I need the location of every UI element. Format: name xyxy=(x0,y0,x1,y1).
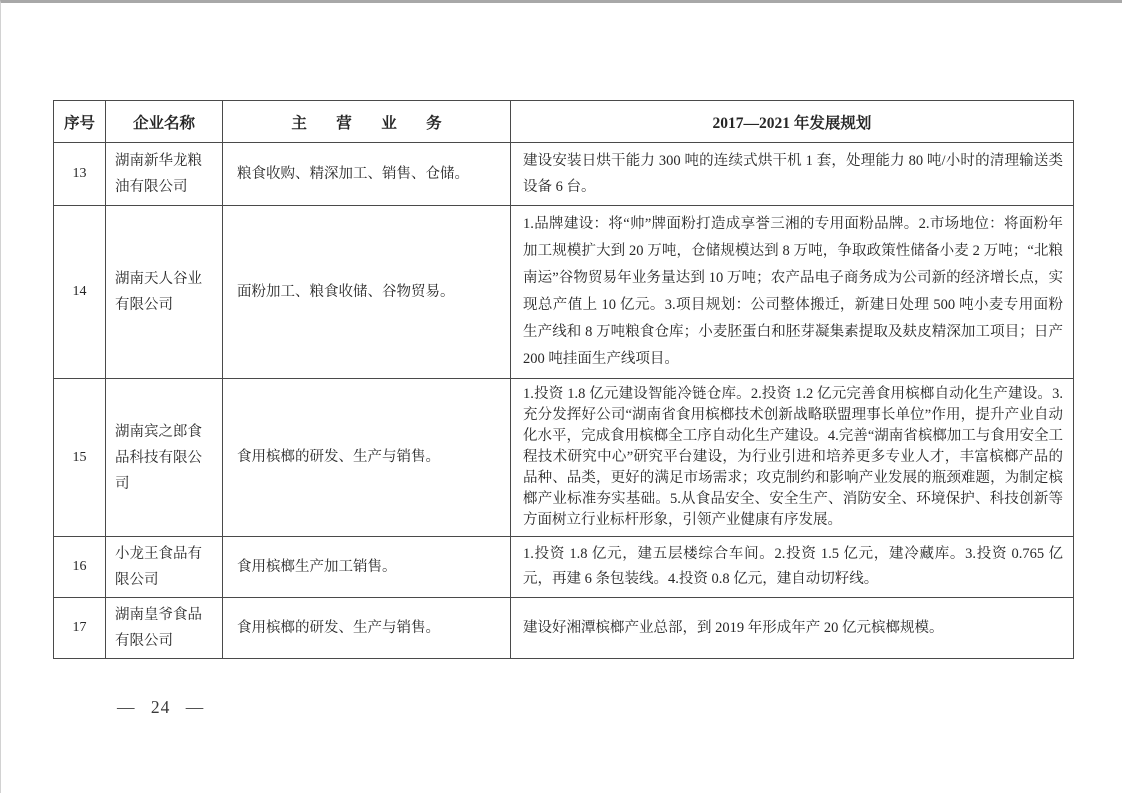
serial-number-cell: 15 xyxy=(54,379,106,537)
serial-number-cell: 17 xyxy=(54,598,106,659)
serial-number-cell: 14 xyxy=(54,206,106,379)
development-plan-cell: 1.投资 1.8 亿元，建五层楼综合车间。2.投资 1.5 亿元，建冷藏库。3.投资 0.765 亿元，再建 6 条包装线。4.投资 0.8 亿元，建自动切籽线。 xyxy=(511,537,1074,598)
table-row xyxy=(54,206,1074,379)
development-plan-cell: 建设安装日烘干能力 300 吨的连续式烘干机 1 套，处理能力 80 吨/小时的清理输送类设备 6 台。 xyxy=(511,143,1074,206)
company-name-cell: 小龙王食品有限公司 xyxy=(106,537,223,598)
table-row xyxy=(54,143,1074,206)
company-name-cell: 湖南皇爷食品有限公司 xyxy=(106,598,223,659)
development-plan-cell: 建设好湘潭槟榔产业总部，到 2019 年形成年产 20 亿元槟榔规模。 xyxy=(511,598,1074,659)
header-development-plan: 2017—2021 年发展规划 xyxy=(511,101,1074,143)
company-name-cell: 湖南天人谷业有限公司 xyxy=(106,206,223,379)
company-name-cell: 湖南新华龙粮油有限公司 xyxy=(106,143,223,206)
enterprise-plan-table xyxy=(53,100,1074,659)
main-business-cell: 食用槟榔生产加工销售。 xyxy=(223,537,511,598)
page-number: — 24 — xyxy=(117,697,205,717)
company-name-cell: 湖南宾之郎食品科技有限公司 xyxy=(106,379,223,537)
main-business-cell: 食用槟榔的研发、生产与销售。 xyxy=(223,598,511,659)
serial-number-cell: 13 xyxy=(54,143,106,206)
table-row xyxy=(54,537,1074,598)
table-row xyxy=(54,598,1074,659)
header-serial-number: 序号 xyxy=(54,101,106,143)
table-row xyxy=(54,379,1074,537)
main-business-cell: 食用槟榔的研发、生产与销售。 xyxy=(223,379,511,537)
header-main-business: 主营业务 xyxy=(223,101,511,143)
development-plan-cell: 1.投资 1.8 亿元建设智能冷链仓库。2.投资 1.2 亿元完善食用槟榔自动化生产建设。3.充分发挥好公司“湖南省食用槟榔技术创新战略联盟理事长单位”作用，提升产业自动化水平，完成食用槟榔全工序自动化生产建设。4.完善“湖南省槟榔加工与食用安全工程技术研究中心”研究平台建设，为行业引进和培养更多专业人才，丰富槟榔产品的品种、品类，更好的满足市场需求；攻克制约和影响产业发展的瓶颈难题，为制定槟榔产业标准夯实基础。5.从食品安全、安全生产、消防安全、环境保护、科技创新等方面树立行业标杆形象，引领产业健康有序发展。 xyxy=(511,379,1074,537)
table-header-row xyxy=(54,101,1074,143)
serial-number-cell: 16 xyxy=(54,537,106,598)
header-company-name: 企业名称 xyxy=(106,101,223,143)
development-plan-cell: 1.品牌建设：将“帅”牌面粉打造成享誉三湘的专用面粉品牌。2.市场地位：将面粉年加工规模扩大到 20 万吨，仓储规模达到 8 万吨，争取政策性储备小麦 2 万吨；“北粮南运”谷物贸易年业务量达到 10 万吨；农产品电子商务成为公司新的经济增长点，实现总产值上 10 亿元。3.项目规划：公司整体搬迁，新建日处理 500 吨小麦专用面粉生产线和 8 万吨粮食仓库；小麦胚蛋白和胚芽凝集素提取及麸皮精深加工项目；日产 200 吨挂面生产线项目。 xyxy=(511,206,1074,379)
main-business-cell: 粮食收购、精深加工、销售、仓储。 xyxy=(223,143,511,206)
main-business-cell: 面粉加工、粮食收储、谷物贸易。 xyxy=(223,206,511,379)
